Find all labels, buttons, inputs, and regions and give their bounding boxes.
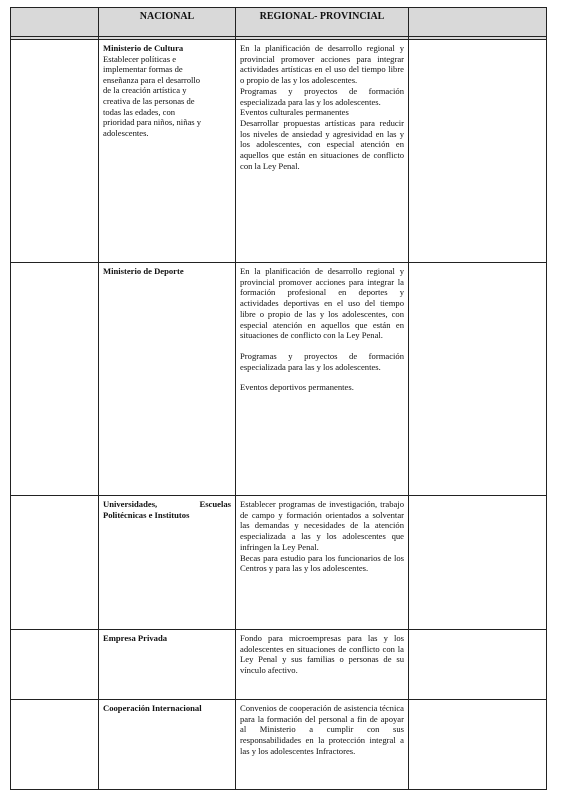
blank-cell xyxy=(11,263,99,496)
org-name: Ministerio de Deporte xyxy=(103,266,184,276)
table-row xyxy=(11,496,547,630)
regional-cell xyxy=(236,630,409,700)
blank-cell xyxy=(409,263,547,496)
blank-cell xyxy=(409,496,547,630)
table-row xyxy=(11,630,547,700)
table-row xyxy=(11,700,547,790)
org-description: Establecer políticas e implementar formas de enseñanza para el desarrollo de la creación artística y creativa de las personas de todas las edades, con prioridad para niños, niñas y adolescentes. xyxy=(103,53,202,138)
regional-paragraph: Fondo para microempresas para las y los adolescentes en situaciones de conflicto con la Ley Penal y sus familias o personas de su vínculo afectivo. xyxy=(240,633,404,676)
table-row xyxy=(11,40,547,263)
header-blank-left xyxy=(11,8,99,37)
header-blank-right xyxy=(409,8,547,37)
regional-paragraph: Convenios de cooperación de asistencia técnica para la formación del personal a fin de apoyar al Ministerio a cumplir con sus responsabilidades en la protección integral a las y los adolescentes Infractores. xyxy=(240,703,404,756)
regional-paragraph: En la planificación de desarrollo regional y provincial promover acciones para integrar actividades artísticas en el uso del tiempo libre o propio de las y los adolescentes. xyxy=(240,43,404,86)
nacional-cell xyxy=(99,630,236,700)
blank-cell xyxy=(11,630,99,700)
regional-paragraph: Eventos deportivos permanentes. xyxy=(240,382,354,393)
nacional-cell xyxy=(99,263,236,496)
blank-cell xyxy=(11,700,99,790)
regional-cell xyxy=(236,263,409,496)
nacional-cell xyxy=(99,40,236,263)
regional-paragraph: En la planificación de desarrollo regional y provincial promover acciones para integrar la formación profesional en deportes y actividades deportivas en el uso del tiempo libre o propio de las y los adolescentes, con especial atención en aquellos que están en situaciones de conflicto con la Ley Penal. xyxy=(240,266,404,341)
regional-paragraph: Programas y proyectos de formación especializada para las y los adolescentes. xyxy=(240,350,404,372)
org-name: Cooperación Internacional xyxy=(103,703,202,713)
regional-cell xyxy=(236,40,409,263)
table-row xyxy=(11,263,547,496)
org-name: Universidades, Escuelas Politécnicas e Institutos xyxy=(103,499,231,520)
regional-cell xyxy=(236,496,409,630)
regional-paragraph: Becas para estudio para los funcionarios de los Centros y para las y los adolescentes. xyxy=(240,552,404,574)
org-name: Ministerio de Cultura xyxy=(103,43,184,53)
policy-table xyxy=(10,7,547,790)
blank-cell xyxy=(409,700,547,790)
regional-paragraph: Establecer programas de investigación, trabajo de campo y formación orientados a solventar las demandas y necesidades de la atención especializada a las y los adolescentes que infringen la Ley Penal. xyxy=(240,499,404,552)
org-name: Empresa Privada xyxy=(103,633,168,643)
header-regional: REGIONAL- PROVINCIAL xyxy=(236,8,409,37)
blank-cell xyxy=(11,40,99,263)
header-row xyxy=(11,8,547,37)
header-nacional: NACIONAL xyxy=(99,8,236,37)
nacional-cell xyxy=(99,496,236,630)
regional-paragraph: Programas y proyectos de formación especializada para las y los adolescentes. xyxy=(240,85,404,107)
nacional-cell xyxy=(99,700,236,790)
blank-cell xyxy=(409,40,547,263)
regional-cell xyxy=(236,700,409,790)
blank-cell xyxy=(11,496,99,630)
regional-paragraph: Eventos culturales permanentes xyxy=(240,107,349,118)
regional-paragraph: Desarrollar propuestas artísticas para reducir los niveles de ansiedad y agresividad en las y los adolescentes, con especial atención en aquellos que están en situaciones de conflicto con la Ley Penal. xyxy=(240,117,404,171)
blank-cell xyxy=(409,630,547,700)
